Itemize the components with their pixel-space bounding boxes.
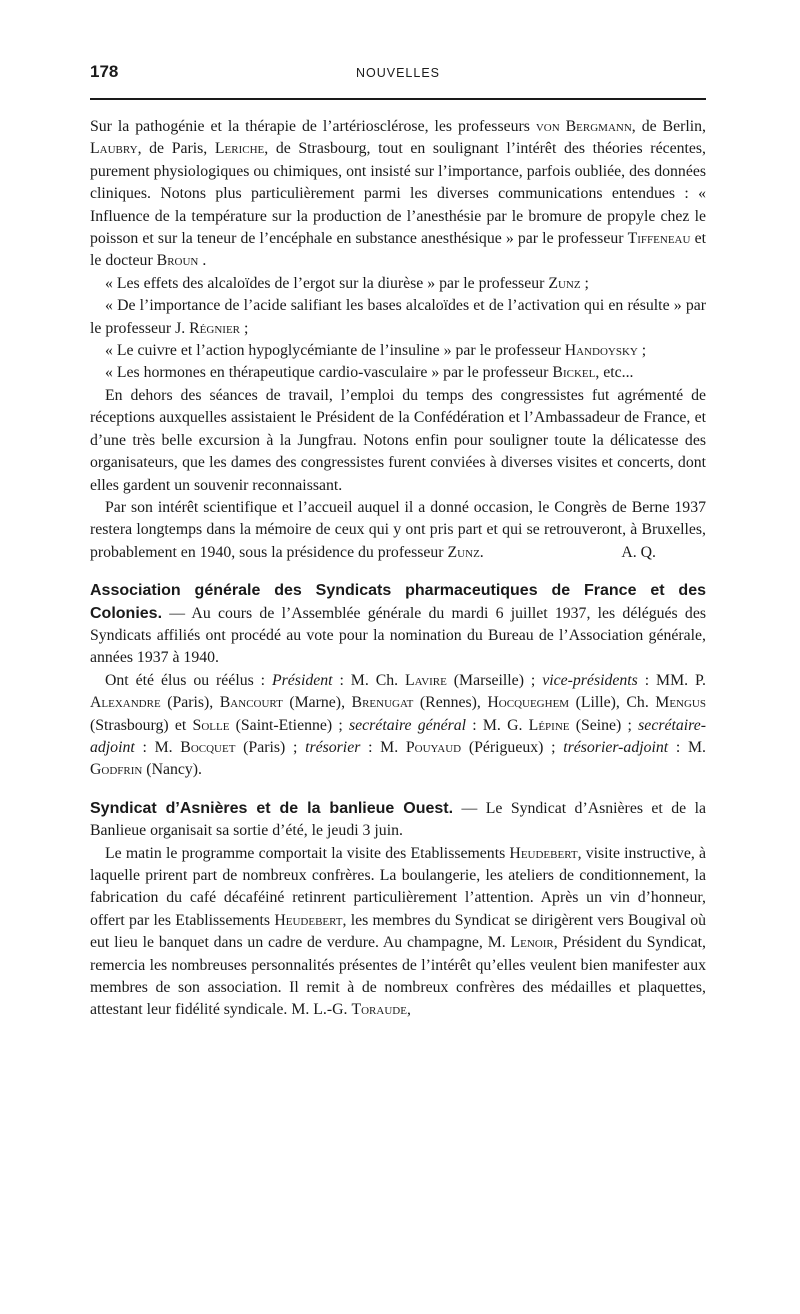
article-body [90,116,706,1022]
paragraph-handoysky: « Le cuivre et l’action hypoglycémiante de l’insuline » par le professeur Handoysky ; [105,342,647,360]
paragraph-election-results: Ont été élus ou réélus : Président : M. Ch. Lavire (Marseille) ; vice-présidents : MM. P. Alexandre (Paris), Bancourt (Marne), Brenugat (Rennes), Hocqueghem (Lille), Ch. Mengus (Strasbourg) et Solle (Saint-Etienne) ; secrétaire général : M. G. Lépine (Seine) ; secrétaire-adjoint : M. Bocquet (Paris) ; trésorier : M. Pouyaud (Périgueux) ; trésorier-adjoint : M. Godfrin (Nancy). [90,671,707,779]
paragraph-congress-communications: Sur la pathogénie et la thérapie de l’artériosclérose, les professeurs von Bergmann, de Berlin, Laubry, de Paris, Leriche, de Strasbourg, tout en soulignant l’intérêt des théories récentes, purement physiologiques ou chimiques, ont insisté sur l’importance, parfois oubliée, des données cliniques. Notons plus particulièrement parmi les diverses communications entendues : « Influence de la température sur la production de l’anesthésie par le bromure de propyle chez le poisson et sur la teneur de l’encéphale en substance anesthésique » par le professeur Tiffeneau et le docteur Broun . [90,118,706,270]
page-number: 178 [90,62,119,81]
section-gap [90,564,706,580]
paragraph-receptions: En dehors des séances de travail, l’emploi du temps des congressistes fut agrémenté de réceptions auxquelles assistaient le Président de la Confédération et l’Ambassadeur de France, et d’une très belle excursion à la Jungfrau. Notons enfin pour souligner toute la délicatesse des organisateurs, que les dames des congressistes furent conviées à diverses visites et concerts, dont elles gardent un souvenir reconnaissant. [90,386,706,494]
paragraph-berne-congress: Par son intérêt scientifique et l’accueil auquel il a donné occasion, le Congrès de Berne 1937 restera longtemps dans la mémoire de ceux qui y ont pris part et qui se retrouveront, à Bruxelles, probablement en 1940, sous la présidence du professeur Zunz. A. Q. [90,497,706,564]
paragraph-regnier: « De l’importance de l’acide salifiant les bases alcaloïdes et de l’activation qui en résulte » par le professeur J. Régnier ; [90,297,706,337]
page-header [90,58,706,88]
author-signature: A. Q. [621,543,656,561]
section-heading: Syndicat d’Asnières et de la banlieue Ouest. [90,799,454,817]
page [90,58,706,1022]
section-syndicat-asnieres: Syndicat d’Asnières et de la banlieue Ouest. — Le Syndicat d’Asnières et de la Banlieue organisait sa sortie d’été, le jeudi 3 juin. [90,799,706,840]
section-heading: Association générale des Syndicats pharmaceutiques de France et des Colonies. [90,582,706,622]
paragraph-zunz: « Les effets des alcaloïdes de l’ergot sur la diurèse » par le professeur Zunz ; [105,274,589,292]
section-association-generale: Association générale des Syndicats pharmaceutiques de France et des Colonies. — Au cours de l’Assemblée générale du mardi 6 juillet 1937, les délégués des Syndicats affiliés ont procédé au vote pour la nomination du Bureau de l’Association générale, années 1937 à 1940. [90,582,706,667]
section-gap [90,782,706,798]
paragraph-bickel: « Les hormones en thérapeutique cardio-vasculaire » par le professeur Bickel, etc... [105,364,634,382]
running-title: NOUVELLES [355,66,441,80]
header-rule [90,98,706,100]
paragraph-summer-outing: Le matin le programme comportait la visite des Etablissements Heudebert, visite instructive, à laquelle prirent part de nombreux confrères. La boulangerie, les ateliers de conditionnement, la fabrication du café décaféiné retinrent particulièrement l’attention. Après un vin d’honneur, offert par les Etablissements Heudebert, les membres du Syndicat se dirigèrent vers Bougival où eut lieu le banquet dans un cadre de verdure. Au champagne, M. Lenoir, Président du Syndicat, remercia les nombreuses personnalités présentes de l’intérêt qu’elles veulent bien manifester aux membres de son association. Il remit à de nombreux confrères des médailles et plaquettes, attestant leur fidélité syndicale. M. L.-G. Toraude, [90,844,706,1019]
